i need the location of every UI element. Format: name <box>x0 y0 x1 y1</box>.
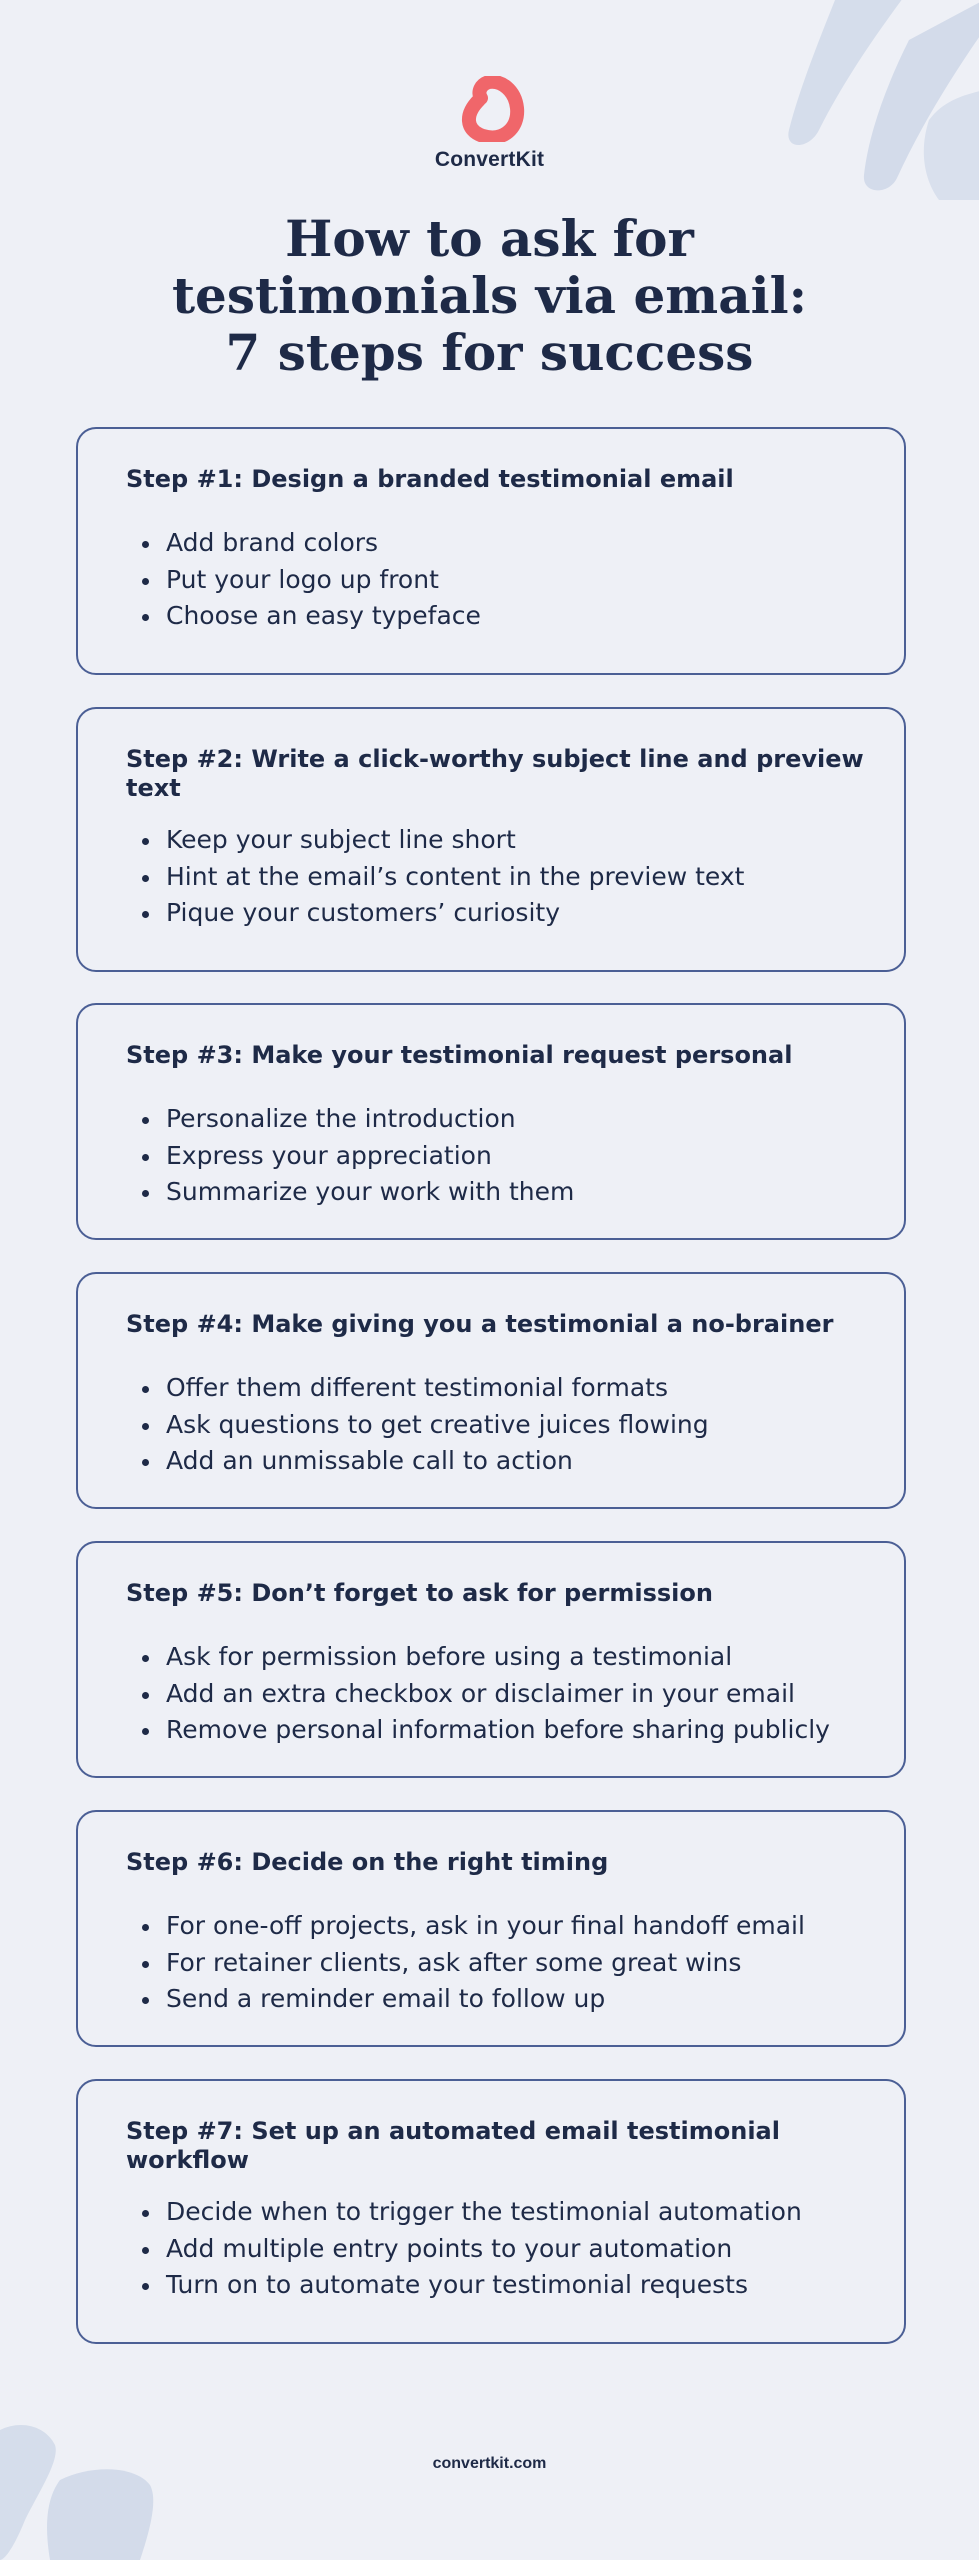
step-bullet: Summarize your work with them <box>140 1174 874 1211</box>
step-bullet: Pique your customers’ curiosity <box>140 895 874 932</box>
step-card-2 <box>76 707 906 972</box>
step-bullet: For one-off projects, ask in your final handoff email <box>140 1908 874 1945</box>
title-line: How to ask for <box>285 209 694 268</box>
step-bullet: Add an extra checkbox or disclaimer in your email <box>140 1676 874 1713</box>
step-card-4 <box>76 1272 906 1509</box>
footer-website: convertkit.com <box>432 2455 547 2472</box>
title-line: testimonials via email: <box>171 266 808 325</box>
step-title: Step #5: Don’t forget to ask for permission <box>126 1579 713 1607</box>
step-bullet: Turn on to automate your testimonial requests <box>140 2267 874 2304</box>
step-title: Step #3: Make your testimonial request personal <box>126 1041 793 1069</box>
step-title: Step #6: Decide on the right timing <box>126 1848 609 1876</box>
step-bullet: Add brand colors <box>140 525 874 562</box>
step-bullet: Decide when to trigger the testimonial automation <box>140 2194 874 2231</box>
step-bullet: Ask for permission before using a testimonial <box>140 1639 874 1676</box>
step-bullet: Remove personal information before sharing publicly <box>140 1712 874 1749</box>
step-card-5 <box>76 1541 906 1778</box>
step-card-1 <box>76 427 906 675</box>
step-bullet: Ask questions to get creative juices flowing <box>140 1407 874 1444</box>
step-bullet: Personalize the introduction <box>140 1101 874 1138</box>
step-bullet: Hint at the email’s content in the preview text <box>140 859 874 896</box>
brand-name: ConvertKit <box>434 148 545 171</box>
step-bullet: Choose an easy typeface <box>140 598 874 635</box>
step-title: Step #2: Write a click-worthy subject line and preview text <box>126 745 864 802</box>
step-title: Step #7: Set up an automated email testimonial workflow <box>126 2117 780 2174</box>
step-bullet: Add an unmissable call to action <box>140 1443 874 1480</box>
step-bullet: For retainer clients, ask after some great wins <box>140 1945 874 1982</box>
step-bullet-list <box>140 525 874 635</box>
page-title <box>0 210 979 381</box>
step-bullet-list <box>140 2194 874 2304</box>
step-bullet-list <box>140 1370 874 1480</box>
decorative-brush-bottom-left <box>0 2410 170 2560</box>
step-bullet: Express your appreciation <box>140 1138 874 1175</box>
convertkit-logo-icon <box>455 76 525 142</box>
step-bullet: Keep your subject line short <box>140 822 874 859</box>
step-bullet: Put your logo up front <box>140 562 874 599</box>
step-title: Step #1: Design a branded testimonial email <box>126 465 734 493</box>
step-card-3 <box>76 1003 906 1240</box>
step-bullet: Offer them different testimonial formats <box>140 1370 874 1407</box>
step-title: Step #4: Make giving you a testimonial a no-brainer <box>126 1310 834 1338</box>
step-bullet-list <box>140 1101 874 1211</box>
step-card-6 <box>76 1810 906 2047</box>
step-bullet-list <box>140 1639 874 1749</box>
title-line: 7 steps for success <box>225 323 754 382</box>
logo <box>0 76 979 142</box>
step-bullet-list <box>140 1908 874 2018</box>
step-bullet: Add multiple entry points to your automation <box>140 2231 874 2268</box>
step-card-7 <box>76 2079 906 2344</box>
step-bullet: Send a reminder email to follow up <box>140 1981 874 2018</box>
step-bullet-list <box>140 822 874 932</box>
